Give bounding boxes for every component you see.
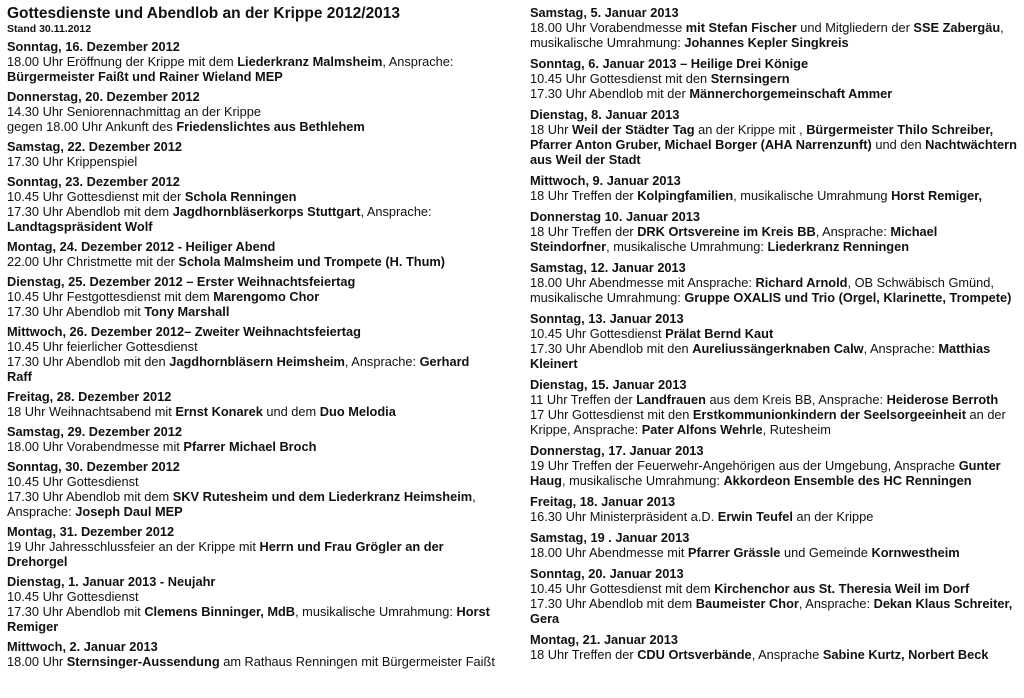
event-line [7, 54, 519, 69]
event-text: , [472, 489, 476, 504]
event-line [530, 137, 1022, 152]
event-text: 10.45 Uhr Gottesdienst [530, 326, 666, 341]
event-entry [7, 389, 519, 419]
event-entry [530, 530, 1022, 560]
event-text: , musikalische Umrahmung: [295, 604, 457, 619]
highlight-text: Joseph Daul MEP [75, 504, 183, 519]
right-column [530, 0, 1022, 668]
event-line [7, 504, 519, 519]
highlight-text: Matthias [938, 341, 991, 356]
event-line [530, 473, 1022, 488]
event-line [530, 20, 1022, 35]
highlight-text: Tony Marshall [144, 304, 230, 319]
highlight-text: Baumeister Chor [695, 596, 799, 611]
event-line [7, 554, 519, 569]
event-date: Donnerstag 10. Januar 2013 [530, 209, 700, 224]
highlight-text: DRK Ortsvereine im Kreis BB [637, 224, 816, 239]
highlight-text: Akkordeon Ensemble des HC Renningen [723, 473, 972, 488]
left-entries [7, 39, 519, 669]
event-date: Dienstag, 25. Dezember 2012 – Erster Weihnachtsfeiertag [7, 274, 356, 289]
highlight-text: Johannes Kepler Singkreis [684, 35, 849, 50]
event-text: 17 Uhr Gottesdienst mit den [530, 407, 693, 422]
highlight-text: Weil der Städter Tag [571, 122, 695, 137]
event-text: gegen 18.00 Uhr Ankunft des [7, 119, 177, 134]
event-date: Mittwoch, 26. Dezember 2012– Zweiter Weihnachtsfeiertag [7, 324, 361, 339]
event-text: , Rutesheim [762, 422, 831, 437]
event-line [7, 604, 519, 619]
event-text: , Ansprache: [344, 354, 420, 369]
event-text: 18 Uhr [530, 122, 572, 137]
highlight-text: Kolpingfamilien [637, 188, 734, 203]
highlight-text: SKV Rutesheim und dem Liederkranz Heimsheim [172, 489, 473, 504]
highlight-text: Landfrauen [636, 392, 706, 407]
highlight-text: Raff [7, 369, 32, 384]
event-text: 19 Uhr Jahresschlussfeier an der Krippe mit [7, 539, 260, 554]
event-line [530, 275, 1022, 290]
event-entry [530, 260, 1022, 305]
event-line [530, 392, 1022, 407]
highlight-text: Steindorfner [530, 239, 607, 254]
highlight-text: Pfarrer Anton Gruber, Michael Borger (AHA Narrenzunft) [530, 137, 872, 152]
event-line [530, 458, 1022, 473]
event-line [530, 71, 1022, 86]
event-date: Sonntag, 6. Januar 2013 – Heilige Drei Könige [530, 56, 809, 71]
highlight-text: Heiderose Berroth [886, 392, 999, 407]
highlight-text: Horst Remiger, [891, 188, 983, 203]
highlight-text: Marengomo Chor [213, 289, 320, 304]
event-entry [7, 239, 519, 269]
event-line [530, 581, 1022, 596]
highlight-text: Drehorgel [7, 554, 68, 569]
event-date: Montag, 24. Dezember 2012 - Heiliger Abend [7, 239, 276, 254]
highlight-text: SSE Zabergäu [913, 20, 1001, 35]
event-text: 17.30 Uhr Abendlob mit [7, 304, 145, 319]
event-date: Dienstag, 15. Januar 2013 [530, 377, 687, 392]
event-line [530, 188, 1022, 203]
event-text: aus dem Kreis BB, Ansprache: [705, 392, 887, 407]
event-line [7, 404, 519, 419]
event-text: 11 Uhr Treffen der [530, 392, 637, 407]
highlight-text: Aureliussängerknaben Calw [692, 341, 864, 356]
event-line [530, 545, 1022, 560]
event-line [7, 219, 519, 234]
event-text: am Rathaus Renningen mit Bürgermeister Faißt [219, 654, 495, 669]
event-line [530, 596, 1022, 611]
event-line [7, 619, 519, 634]
event-date: Dienstag, 8. Januar 2013 [530, 107, 680, 122]
highlight-text: Gruppe OXALIS und Trio (Orgel, Klarinette, Trompete) [684, 290, 1012, 305]
event-date: Samstag, 12. Januar 2013 [530, 260, 686, 275]
event-text: , Ansprache: [863, 341, 939, 356]
highlight-text: Friedenslichtes aus Bethlehem [176, 119, 365, 134]
event-entry [7, 39, 519, 84]
event-text: 17.30 Uhr Abendlob mit der [530, 86, 690, 101]
event-entry [530, 5, 1022, 50]
event-line [7, 254, 519, 269]
highlight-text: mit Stefan Fischer [685, 20, 797, 35]
event-line [530, 509, 1022, 524]
event-entry [530, 173, 1022, 203]
highlight-text: Jagdhornbläsern Heimsheim [169, 354, 345, 369]
event-date: Sonntag, 23. Dezember 2012 [7, 174, 180, 189]
event-text: 18 Uhr Treffen der [530, 224, 638, 239]
highlight-text: Clemens Binninger, MdB [144, 604, 296, 619]
highlight-text: Kornwestheim [871, 545, 960, 560]
event-date: Sonntag, 13. Januar 2013 [530, 311, 684, 326]
event-line [7, 369, 519, 384]
highlight-text: Kleinert [530, 356, 578, 371]
highlight-text: Liederkranz Renningen [767, 239, 910, 254]
event-line [7, 69, 519, 84]
highlight-text: Duo Melodia [319, 404, 396, 419]
event-line [7, 654, 519, 669]
highlight-text: Horst [456, 604, 490, 619]
event-line [530, 35, 1022, 50]
highlight-text: Dekan Klaus Schreiter, [873, 596, 1013, 611]
event-date: Donnerstag, 17. Januar 2013 [530, 443, 704, 458]
event-entry [530, 377, 1022, 437]
event-entry [530, 56, 1022, 101]
event-text: 18 Uhr Treffen der [530, 647, 638, 662]
event-text: 17.30 Uhr Abendlob mit dem [530, 596, 696, 611]
highlight-text: Sabine Kurtz, Norbert Beck [822, 647, 989, 662]
event-text: 16.30 Uhr Ministerpräsident a.D. [530, 509, 718, 524]
event-entry [7, 524, 519, 569]
highlight-text: Liederkranz Malmsheim [237, 54, 383, 69]
event-text: 17.30 Uhr Abendlob mit den [530, 341, 693, 356]
event-date: Freitag, 28. Dezember 2012 [7, 389, 172, 404]
event-text: an der [965, 407, 1006, 422]
event-date: Sonntag, 16. Dezember 2012 [7, 39, 180, 54]
event-text: 18 Uhr Treffen der [530, 188, 638, 203]
event-line [7, 204, 519, 219]
event-text: und dem [262, 404, 320, 419]
highlight-text: CDU Ortsverbände [637, 647, 752, 662]
event-line [530, 341, 1022, 356]
highlight-text: Pfarrer Grässle [687, 545, 781, 560]
highlight-text: Gera [530, 611, 560, 626]
event-date: Samstag, 5. Januar 2013 [530, 5, 679, 20]
event-text: und Gemeinde [780, 545, 872, 560]
event-text: , Ansprache: [382, 54, 454, 69]
highlight-text: Michael [890, 224, 938, 239]
event-line [530, 152, 1022, 167]
event-text: 18.00 Uhr Abendmesse mit Ansprache: [530, 275, 756, 290]
event-text: 10.45 Uhr Gottesdienst mit den [530, 71, 711, 86]
stand-date: Stand 30.11.2012 [7, 23, 92, 35]
event-text: Krippe, Ansprache: [530, 422, 642, 437]
event-line [7, 474, 519, 489]
event-date: Montag, 31. Dezember 2012 [7, 524, 175, 539]
event-line [7, 189, 519, 204]
event-line [530, 239, 1022, 254]
event-entry [7, 459, 519, 519]
event-text: 19 Uhr Treffen der Feuerwehr-Angehörigen aus der Umgebung, Ansprache [530, 458, 959, 473]
event-text: 17.30 Uhr Abendlob mit [7, 604, 145, 619]
event-date: Freitag, 18. Januar 2013 [530, 494, 676, 509]
event-text: 10.45 Uhr Gottesdienst mit der [7, 189, 185, 204]
highlight-text: Remiger [7, 619, 59, 634]
event-text: , musikalische Umrahmung: [606, 239, 768, 254]
highlight-text: Haug [530, 473, 562, 488]
highlight-text: Kirchenchor aus St. Theresia Weil im Dorf [714, 581, 970, 596]
highlight-text: Erwin Teufel [717, 509, 793, 524]
event-text: 14.30 Uhr Seniorennachmittag an der Krippe [7, 104, 261, 119]
event-entry [530, 107, 1022, 167]
event-text: musikalische Umrahmung: [530, 35, 685, 50]
event-date: Sonntag, 30. Dezember 2012 [7, 459, 180, 474]
highlight-text: Landtagspräsident Wolf [7, 219, 153, 234]
event-text: 10.45 Uhr feierlicher Gottesdienst [7, 339, 198, 354]
event-text: , [1000, 20, 1004, 35]
event-text: 17.30 Uhr Abendlob mit dem [7, 489, 173, 504]
event-text: 18.00 Uhr Vorabendmesse [530, 20, 686, 35]
event-entry [7, 639, 519, 669]
event-text: 18.00 Uhr Eröffnung der Krippe mit dem [7, 54, 238, 69]
event-text: , Ansprache: [798, 596, 874, 611]
event-text: an der Krippe mit , [694, 122, 807, 137]
highlight-text: Pfarrer Michael Broch [183, 439, 317, 454]
event-line [7, 104, 519, 119]
event-text: 18 Uhr Weihnachtsabend mit [7, 404, 176, 419]
event-text: an der Krippe [792, 509, 874, 524]
event-line [530, 407, 1022, 422]
event-entry [7, 324, 519, 384]
highlight-text: Herrn und Frau Grögler an der [259, 539, 444, 554]
event-text: , Ansprache [751, 647, 823, 662]
highlight-text: Bürgermeister Faißt und Rainer Wieland MEP [7, 69, 283, 84]
event-entry [530, 311, 1022, 371]
event-line [7, 439, 519, 454]
event-date: Samstag, 22. Dezember 2012 [7, 139, 182, 154]
event-text: 10.45 Uhr Gottesdienst [7, 474, 139, 489]
event-line [530, 290, 1022, 305]
event-line [7, 589, 519, 604]
event-entry [7, 139, 519, 169]
event-date: Montag, 21. Januar 2013 [530, 632, 678, 647]
event-entry [530, 632, 1022, 662]
event-line [7, 304, 519, 319]
event-line [530, 611, 1022, 626]
highlight-text: Gunter [958, 458, 1001, 473]
event-entry [7, 174, 519, 234]
event-line [7, 489, 519, 504]
highlight-text: Männerchorgemeinschaft Ammer [689, 86, 893, 101]
event-text: 10.45 Uhr Gottesdienst [7, 589, 139, 604]
event-line [7, 119, 519, 134]
event-entry [7, 89, 519, 134]
event-text: 10.45 Uhr Gottesdienst mit dem [530, 581, 715, 596]
highlight-text: Schola Malmsheim und Trompete (H. Thum) [178, 254, 446, 269]
event-line [530, 86, 1022, 101]
event-text: , OB Schwäbisch Gmünd, [847, 275, 994, 290]
event-text: 18.00 Uhr Abendmesse mit [530, 545, 688, 560]
event-text: 10.45 Uhr Festgottesdienst mit dem [7, 289, 214, 304]
highlight-text: Prälat Bernd Kaut [665, 326, 774, 341]
event-text: und den [871, 137, 926, 152]
event-line [530, 647, 1022, 662]
event-line [7, 154, 519, 169]
event-line [530, 224, 1022, 239]
event-date: Mittwoch, 2. Januar 2013 [7, 639, 158, 654]
event-date: Samstag, 29. Dezember 2012 [7, 424, 182, 439]
event-line [7, 539, 519, 554]
event-date: Donnerstag, 20. Dezember 2012 [7, 89, 200, 104]
event-text: Ansprache: [7, 504, 76, 519]
event-line [7, 339, 519, 354]
event-text: 17.30 Uhr Krippenspiel [7, 154, 138, 169]
event-text: 17.30 Uhr Abendlob mit dem [7, 204, 173, 219]
left-column [7, 0, 519, 674]
event-text: und Mitgliedern der [796, 20, 914, 35]
right-entries [530, 5, 1022, 662]
event-entry [530, 443, 1022, 488]
event-text: 18.00 Uhr Vorabendmesse mit [7, 439, 184, 454]
event-date: Mittwoch, 9. Januar 2013 [530, 173, 681, 188]
event-line [7, 354, 519, 369]
highlight-text: aus Weil der Stadt [530, 152, 641, 167]
highlight-text: Gerhard [419, 354, 470, 369]
highlight-text: Sternsingern [710, 71, 790, 86]
highlight-text: Sternsinger-Aussendung [66, 654, 220, 669]
event-date: Samstag, 19 . Januar 2013 [530, 530, 690, 545]
highlight-text: Erstkommunionkindern der Seelsorgeeinheit [692, 407, 966, 422]
event-entry [7, 274, 519, 319]
event-line [530, 326, 1022, 341]
event-date: Sonntag, 20. Januar 2013 [530, 566, 684, 581]
highlight-text: Richard Arnold [755, 275, 848, 290]
event-text: , Ansprache: [815, 224, 891, 239]
event-line [7, 289, 519, 304]
event-entry [530, 209, 1022, 254]
event-text: musikalische Umrahmung: [530, 290, 685, 305]
event-date: Dienstag, 1. Januar 2013 - Neujahr [7, 574, 216, 589]
event-text: 17.30 Uhr Abendlob mit den [7, 354, 170, 369]
highlight-text: Nachtwächtern [925, 137, 1017, 152]
highlight-text: Pater Alfons Wehrle [641, 422, 763, 437]
event-text: 18.00 Uhr [7, 654, 67, 669]
event-text: , musikalische Umrahmung [733, 188, 892, 203]
event-entry [7, 574, 519, 634]
event-text: , Ansprache: [360, 204, 432, 219]
event-entry [530, 566, 1022, 626]
event-line [530, 422, 1022, 437]
event-line [530, 122, 1022, 137]
event-entry [530, 494, 1022, 524]
page-title: Gottesdienste und Abendlob an der Krippe 2012/2013 [7, 5, 401, 22]
highlight-text: Jagdhornbläserkorps Stuttgart [172, 204, 361, 219]
event-entry [7, 424, 519, 454]
event-line [530, 356, 1022, 371]
highlight-text: Bürgermeister Thilo Schreiber, [806, 122, 994, 137]
event-text: 22.00 Uhr Christmette mit der [7, 254, 179, 269]
highlight-text: Schola Renningen [184, 189, 297, 204]
highlight-text: Ernst Konarek [175, 404, 263, 419]
event-text: , musikalische Umrahmung: [562, 473, 724, 488]
